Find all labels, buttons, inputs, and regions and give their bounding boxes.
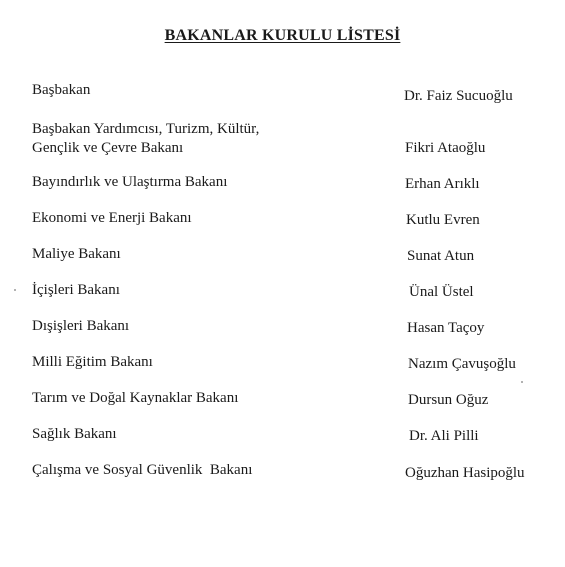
minister-role: Bayındırlık ve Ulaştırma Bakanı xyxy=(32,174,228,190)
minister-name: Kutlu Evren xyxy=(406,212,480,228)
minister-name: Fikri Ataoğlu xyxy=(405,140,486,156)
minister-role: Dışişleri Bakanı xyxy=(32,318,130,334)
scan-speck xyxy=(521,381,523,383)
minister-name: Erhan Arıklı xyxy=(405,176,480,192)
document-title xyxy=(0,27,565,45)
minister-name: Hasan Taçoy xyxy=(407,320,485,336)
minister-name: Oğuzhan Hasipoğlu xyxy=(405,465,525,481)
minister-role: Ekonomi ve Enerji Bakanı xyxy=(32,210,192,226)
minister-role: Milli Eğitim Bakanı xyxy=(32,354,153,370)
scan-speck xyxy=(14,289,16,291)
minister-role: Tarım ve Doğal Kaynaklar Bakanı xyxy=(32,390,239,406)
minister-name: Dr. Ali Pilli xyxy=(409,428,479,444)
minister-name: Dursun Oğuz xyxy=(408,392,489,408)
minister-name: Nazım Çavuşoğlu xyxy=(408,356,516,372)
minister-role: Başbakan xyxy=(32,82,91,98)
minister-role: Maliye Bakanı xyxy=(32,246,121,262)
minister-role: Başbakan Yardımcısı, Turizm, Kültür, Gençlik ve Çevre Bakanı xyxy=(32,121,260,156)
minister-name: Ünal Üstel xyxy=(409,284,474,300)
document-title-text: BAKANLAR KURULU LİSTESİ xyxy=(164,27,401,44)
minister-name: Dr. Faiz Sucuoğlu xyxy=(404,88,513,104)
minister-role: İçişleri Bakanı xyxy=(32,282,120,298)
minister-role: Sağlık Bakanı xyxy=(32,426,117,442)
minister-name: Sunat Atun xyxy=(407,248,475,264)
minister-role: Çalışma ve Sosyal Güvenlik Bakanı xyxy=(32,462,253,478)
